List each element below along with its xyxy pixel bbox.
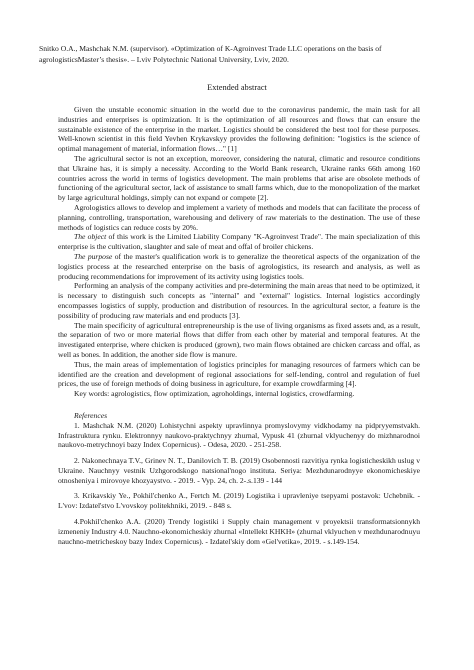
purpose-lead: The purpose — [74, 251, 113, 261]
object-lead: The object — [74, 232, 107, 242]
references-title: References — [74, 410, 108, 420]
section-heading: Extended abstract — [207, 83, 267, 92]
object-paragraph — [58, 232, 420, 252]
reference-text: 4.Pokhil'chenko A.A. (2020) Trendy logistiki i Supply chain management v proyektsii transformatsionnykh izmeneniy Industry 4.0. Nauchno-ekonomicheskiy zhurnal «Intellekt KHKH» (zhurnal vklyuchen v mezhdunarodnuyu nauchno-metricheskoy bazy Index Copernicus). - Izdatel'skiy dom «Gel'vetika», 2019. - s.149-154. — [58, 517, 420, 546]
paragraph: The agricultural sector is not an exception, moreover, considering the natural, climatic and resource conditions that Ukraine has, it is simply a necessity. According to the World Bank research, Ukraine ranks 66th among 160 countries across the world in terms of logistics development. The main problems that arise are obsolete methods of functioning of the agricultural sector, lack of assistance to small farms which, due to the monopolization of the market by large agricultural holdings, simply can not expand or compete [2]. — [58, 153, 420, 203]
keywords: Key words: agrologistics, flow optimization, agroholdings, internal logistics, crowdfarming. — [74, 389, 355, 399]
reference-text: 2. Nakonechnaya T.V., Grinev N. T., Danilovich T. B. (2019) Osobennosti razvitiya rynka logisticheskikh uslug v Ukraine. Nauchnyy vestnik Uzhgorodskogo natsional'nogo instituta. Seriya: Mezhdunarodnyye ekonomicheskiye otnosheniya i mirovoye khozyaystvo. - 2019. - Vyp. 24, ch. 2-.s.139 - 144 — [58, 456, 420, 485]
paragraph: Thus, the main areas of implementation of logistics principles for managing resources of farmers which can be identified are the creation and development of regional associations for self-lending, control and regulation of fuel prices, the use of foreign methods of doing business in agriculture, for example crowdfarming [4]. — [58, 359, 420, 389]
reference-text: 1. Mashchak N.M. (2020) Lohistychni aspekty upravlinnya promyslovymy vidkhodamy na pidpryyemstvakh. Infrastruktura rynku. Elektronnyy naukovo-praktychnyy zhurnal, Vypusk 41 (zhurnal vklyuchenyy do mizhnarodnoi naukovo-metrychnoyi bazy Index Copernicus). - Odesa, 2020. - 251-258. — [58, 420, 420, 450]
abstract-body — [58, 105, 420, 552]
reference-item — [58, 421, 420, 450]
paragraph: Performing an analysis of the company activities and pre-determining the main areas that need to be optimized, it is necessary to distinguish such concepts as "internal" and "external" logistics. Internal logistics accordingly encompasses logistics of supply, production and distribution of resources. In the agricultural sector, a feature is the possibility of producing raw materials and end products [3]. — [58, 281, 420, 320]
reference-item — [58, 517, 420, 546]
reference-item — [58, 456, 420, 485]
purpose-text: of the master's qualification work is to generalize the theoretical aspects of the organization of the logistics process at the researched enterprise on the basis of agrologistics, its research and analysis, as well as producing recommendations for improvement of its activity using logistics tools. — [58, 251, 420, 281]
paragraph: Agrologistics allows to develop and implement a variety of methods and models that can facilitate the process of planning, controlling, transportation, warehousing and delivery of raw materials to the destination. The use of these methods of logistics can reduce costs by 20%. — [58, 202, 420, 232]
reference-item — [58, 491, 420, 511]
reference-text: 3. Krikavskiy Ye., Pokhil'chenko A., Fertch M. (2019) Logistika i upravleniye tsepyami postavok: Uchebnik. - L'vov: Izdatel'stvo L'vovskoy politekhniki, 2019. - 848 s. — [58, 491, 420, 511]
citation: Snitko O.A., Mashchak N.M. (supervisor). «Optimization of K-Agroinvest Trade LLC operations on the basis of agrologisticsMaster’s thesis». – Lviv Polytechnic National University, Lviv, 2020. — [39, 44, 382, 65]
object-text: of this work is the Limited Liability Company "K-Agroinvest Trade". The main specialization of this enterprise is the cultivation, slaughter and sale of meat and offal of broiler chickens. — [58, 232, 421, 252]
paragraph: The main specificity of agricultural entrepreneurship is the use of living organisms as fixed assets and, as a result, the separation of two or more material flows that differ from each other by material and temporal features. At the investigated enterprise, where chicken is produced (grown), two main flows obtained are chicken carcass and offal, as well as bones. In addition, the another side flow is manure. — [58, 320, 420, 359]
purpose-paragraph — [58, 252, 420, 281]
paragraph: Given the unstable economic situation in the world due to the coronavirus pandemic, the main task for all industries and enterprises is optimization. It is the optimization of all resources and flows that can ensure the sustainable existence of the enterprise in the market. Logistics should be considered the best tool for these purposes. Well-known scientist in this field Yevhen Krykavskyy provides the following definition: "logistics is the science of optimal management of material, information flows…" [1] — [58, 105, 420, 154]
